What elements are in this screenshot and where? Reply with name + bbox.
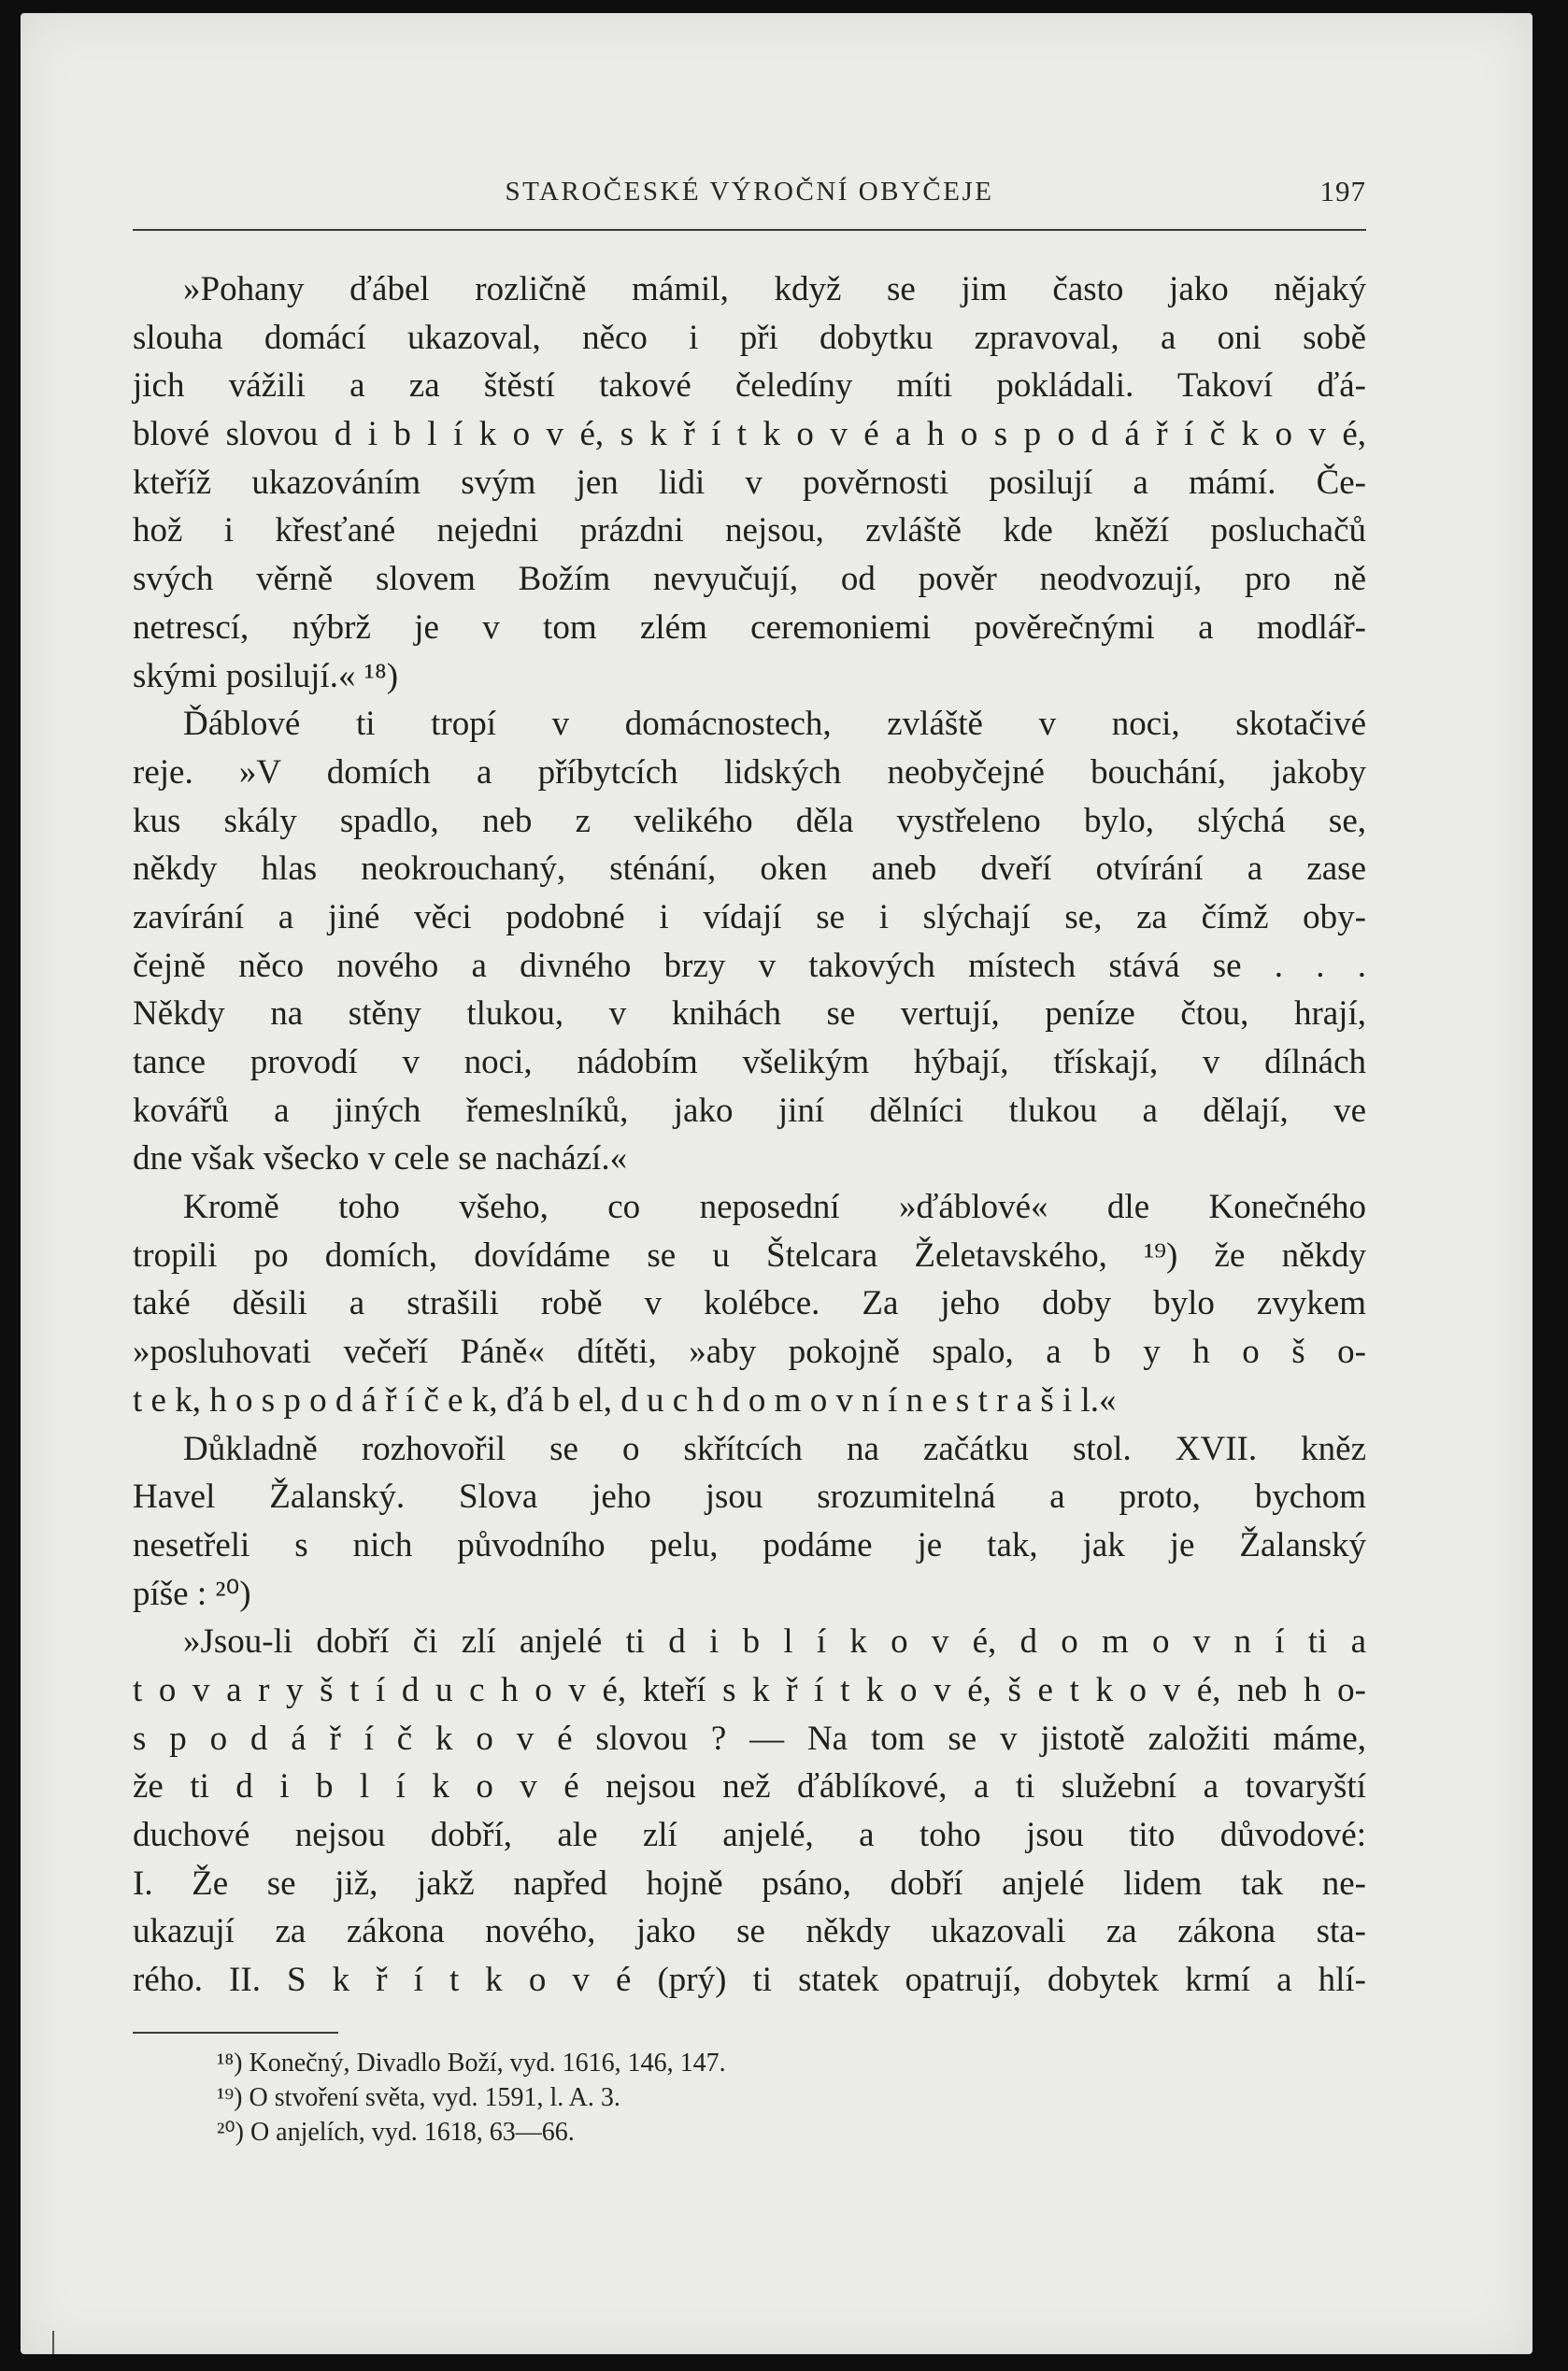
text-line: někdy hlas neokrouchaný, sténání, oken aneb dveří otvírání a zase (133, 850, 1366, 889)
text-line: svých věrně slovem Božím nevyučují, od pověr neodvozují, pro ně (133, 560, 1366, 599)
text-line: blové slovou d i b l í k o v é, s k ř í t k o v é a h o s p o d á ř í č k o v é, (133, 415, 1366, 454)
text-line: také děsili a strašili robě v kolébce. Za jeho doby bylo zvykem (133, 1284, 1366, 1323)
text-line: »Pohany ďábel rozličně mámil, když se jim často jako nějaký (183, 270, 1366, 308)
text-line: Ďáblové ti tropí v domácnostech, zvláště v noci, skotačivé (183, 705, 1366, 744)
text-line: Kromě toho všeho, co neposední »ďáblové« dle Konečného (183, 1188, 1366, 1227)
text-line: dne však všecko v cele se nachází.« (133, 1139, 628, 1178)
footnote: ¹⁹) O stvoření světa, vyd. 1591, l. A. 3. (217, 2083, 620, 2112)
book-page (21, 13, 1532, 2354)
text-line: rého. II. S k ř í t k o v é (prý) ti statek opatrují, dobytek krmí a hlí- (133, 1961, 1366, 2000)
text-line: zavírání a jiné věci podobné i vídají se i slýchají se, za čímž oby- (133, 897, 1366, 936)
running-title: STAROČESKÉ VÝROČNÍ OBYČEJE (505, 177, 994, 207)
body-text (133, 265, 1366, 2005)
text-line: reje. »V domích a příbytcích lidských neobyčejné bouchání, jakoby (133, 752, 1366, 792)
text-line: hož i křesťané nejedni prázdni nejsou, zvláště kde kněží posluchačů (133, 511, 1366, 550)
header-rule (133, 229, 1366, 231)
text-line: duchové nejsou dobří, ale zlí anjelé, a toho jsou tito důvodové: (133, 1816, 1366, 1854)
footnotes (217, 2046, 1245, 2150)
text-line: skými posilují.« ¹⁸) (133, 656, 399, 695)
page-header (133, 165, 1366, 221)
text-line: čejně něco nového a divného brzy v takových místech stává se . . . (133, 946, 1366, 985)
text-line: Havel Žalanský. Slova jeho jsou srozumitelná a proto, bychom (133, 1478, 1366, 1517)
page-number: 197 (1319, 175, 1366, 207)
text-line: kovářů a jiných řemeslníků, jako jiní dělníci tlukou a dělají, ve (133, 1091, 1366, 1130)
text-line: kus skály spadlo, neb z velikého děla vystřeleno bylo, slýchá se, (133, 801, 1366, 840)
text-line: »posluhovati večeří Páně« dítěti, »aby pokojně spalo, a b y h o š o- (133, 1333, 1366, 1372)
footnote: ²⁰) O anjelích, vyd. 1618, 63—66. (217, 2118, 575, 2147)
text-line: píše : ²⁰) (133, 1574, 251, 1613)
text-line: tropili po domích, dovídáme se u Štelcara Želetavského, ¹⁹) že někdy (133, 1235, 1366, 1275)
text-line: ukazují za zákona nového, jako se někdy ukazovali za zákona sta- (133, 1912, 1366, 1951)
text-line: tance provodí v noci, nádobím všelikým hýbají, třískají, v dílnách (133, 1043, 1366, 1081)
text-line: slouha domácí ukazoval, něco i při dobytku zpravoval, a oni sobě (133, 318, 1366, 357)
text-line: s p o d á ř í č k o v é slovou ? — Na tom se v jistotě založiti máme, (133, 1719, 1366, 1758)
footnote-rule (133, 2032, 338, 2034)
footnote: ¹⁸) Konečný, Divadlo Boží, vyd. 1616, 146, 147. (217, 2049, 726, 2078)
text-line: t o v a r y š t í d u c h o v é, kteří s k ř í t k o v é, š e t k o v é, neb h o- (133, 1670, 1366, 1709)
text-line: netrescí, nýbrž je v tom zlém ceremoniemi pověrečnými a modlář- (133, 607, 1366, 647)
text-line: nesetřeli s nich původního pelu, podáme je tak, jak je Žalanský (133, 1525, 1366, 1564)
text-line: »Jsou-li dobří či zlí anjelé ti d i b l í k o v é, d o m o v n í ti a (183, 1622, 1366, 1662)
text-line: Důkladně rozhovořil se o skřítcích na začátku stol. XVII. kněz (183, 1429, 1366, 1468)
text-line: že ti d i b l í k o v é nejsou než ďáblíkové, a ti služební a tovaryští (133, 1767, 1366, 1807)
text-line: jich vážili a za štěstí takové čeledíny míti pokládali. Takoví ďá- (133, 366, 1366, 406)
text-line: kteříž ukazováním svým jen lidi v pověrnosti posilují a mámí. Če- (133, 463, 1366, 502)
text-line: t e k, h o s p o d á ř í č e k, ďá b el, d u c h d o m o v n í n e s t r a š i l.« (133, 1380, 1117, 1420)
margin-mark (52, 2331, 54, 2354)
text-line: Někdy na stěny tlukou, v knihách se vertují, peníze čtou, hrají, (133, 994, 1366, 1034)
text-line: I. Že se již, jakž napřed hojně psáno, dobří anjelé lidem tak ne- (133, 1864, 1366, 1903)
